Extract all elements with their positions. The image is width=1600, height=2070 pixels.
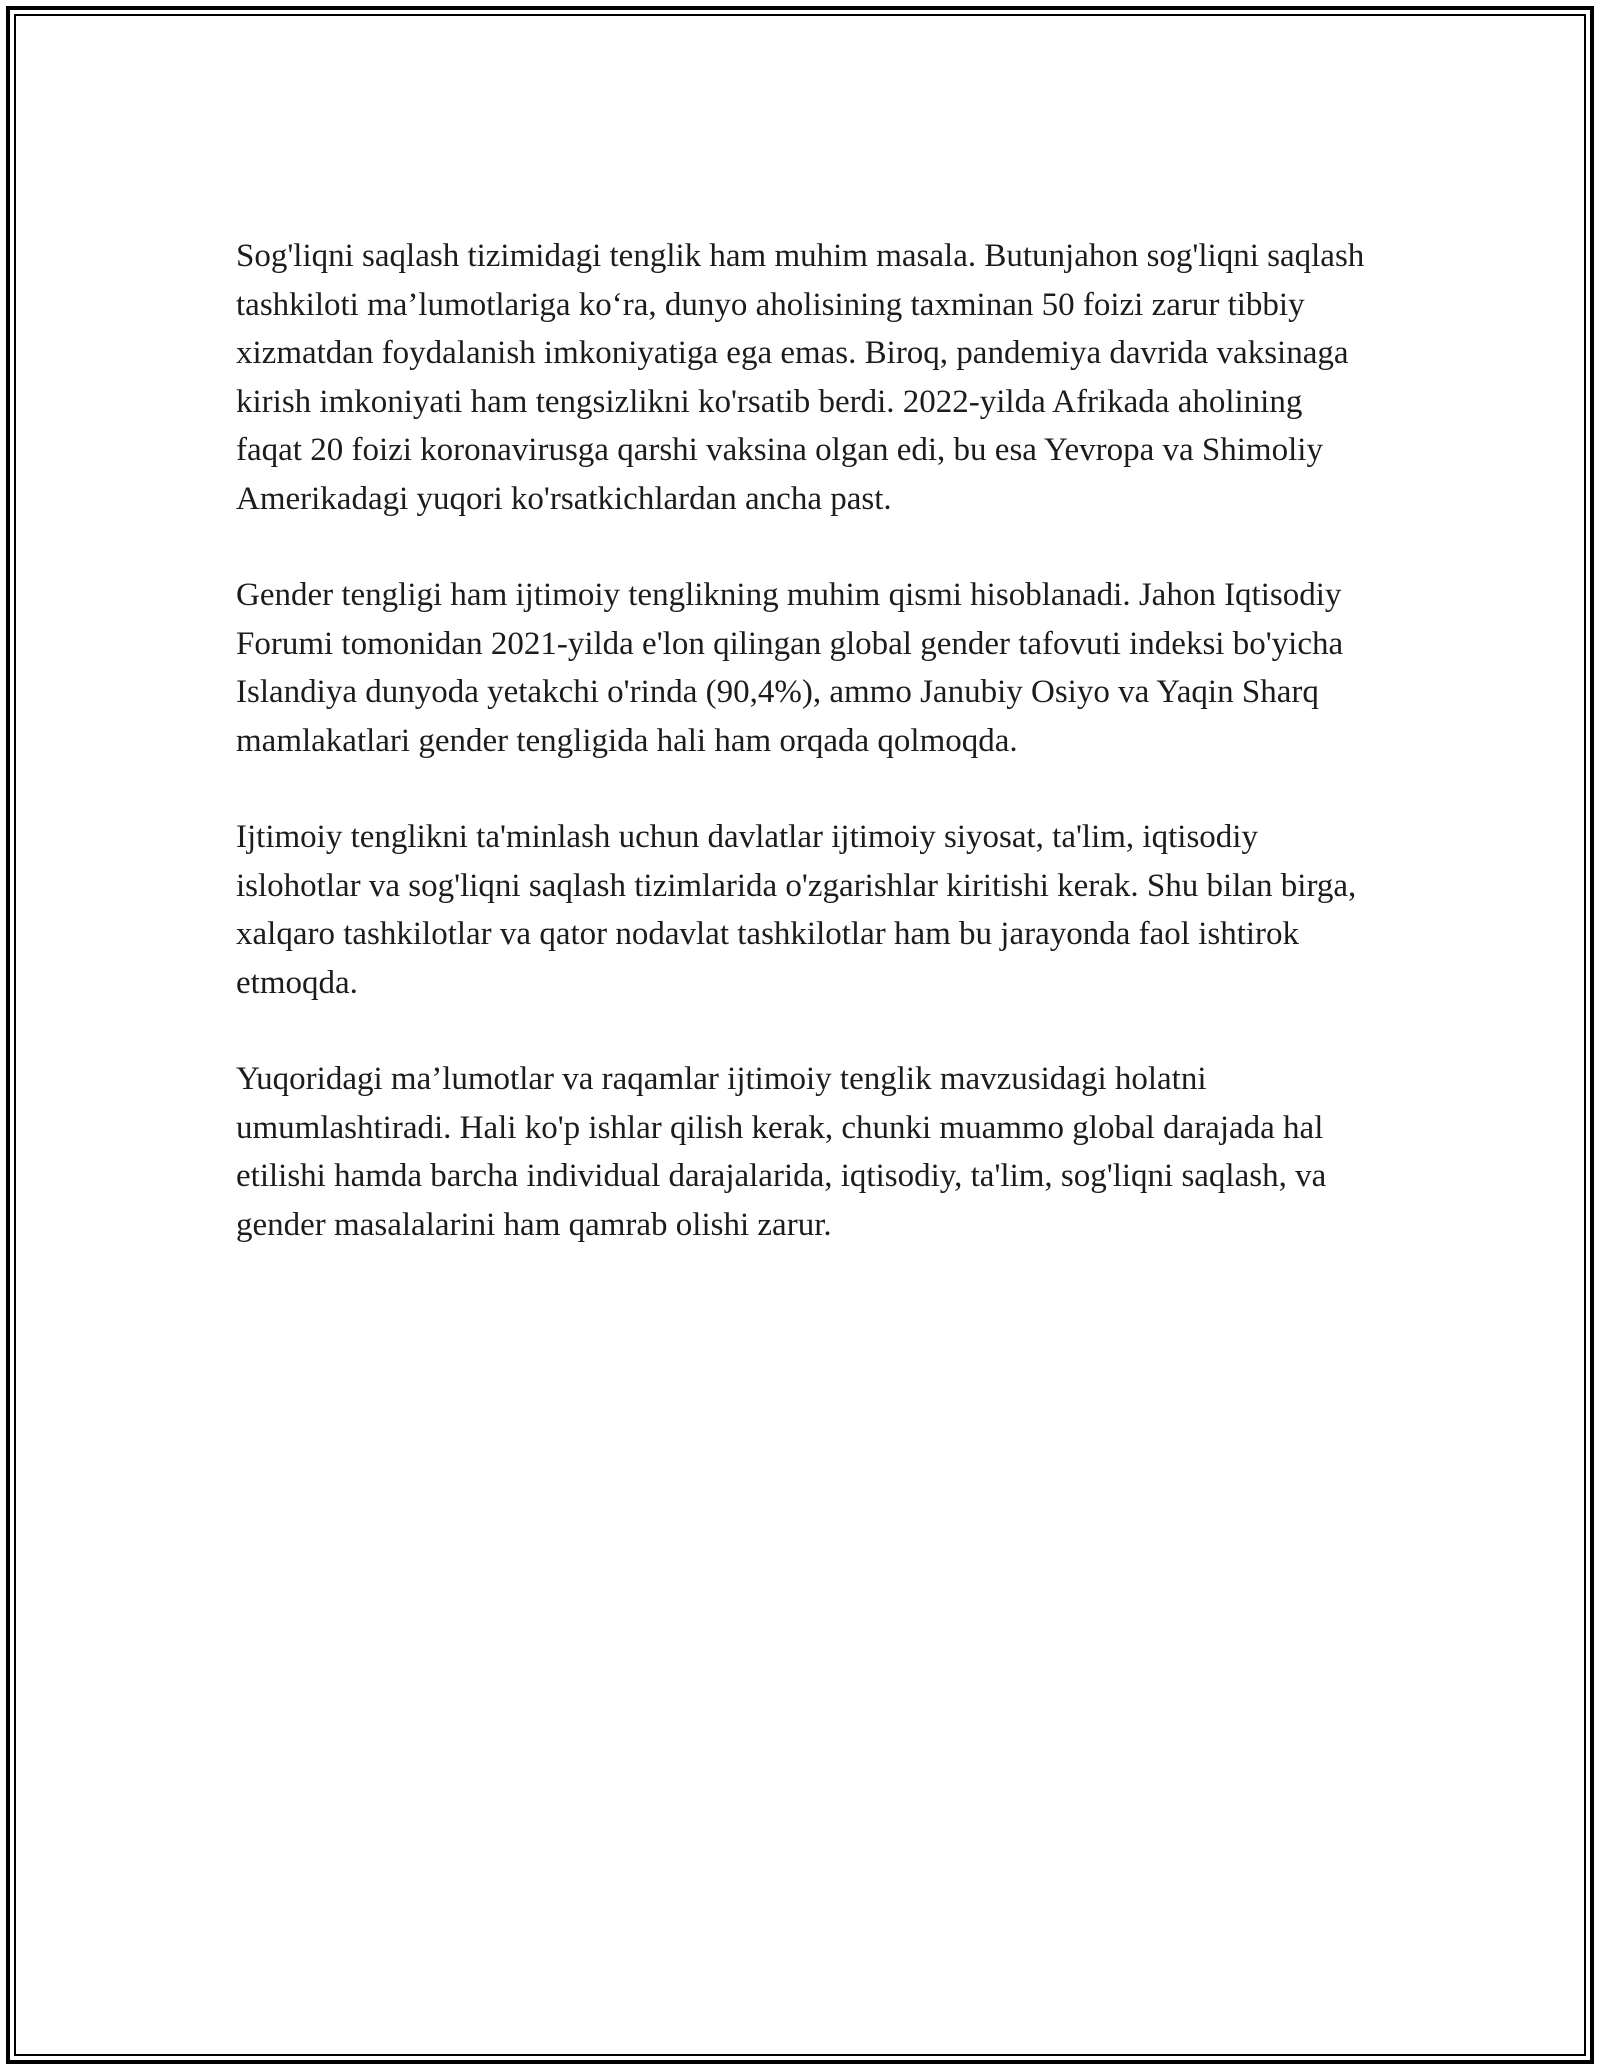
paragraph-conclusion: Yuqoridagi ma’lumotlar va raqamlar ijtimoiy tenglik mavzusidagi holatni umumlashtiradi. Hali ko'p ishlar qilish kerak, chunki muammo global darajada hal etilishi hamda barcha individual darajalarida, iqtisodiy, ta'lim, sog'liqni saqlash, va gender masalalarini ham qamrab olishi zarur. <box>236 1061 1327 1243</box>
paragraph-healthcare-equality: Sog'liqni saqlash tizimidagi tenglik ham muhim masala. Butunjahon sog'liqni saqlash tashkiloti ma’lumotlariga ko‘ra, dunyo aholisining taxminan 50 foizi zarur tibbiy xizmatdan foydalanish imkoniyatiga ega emas. Biroq, pandemiya davrida vaksinaga kirish imkoniyati ham tengsizlikni ko'rsatib berdi. 2022-yilda Afrikada aholining faqat 20 foizi koronavirusga qarshi vaksina olgan edi, bu esa Yevropa va Shimoliy Amerikadagi yuqori ko'rsatkichlardan ancha past. <box>236 238 1365 517</box>
paragraph-state-measures: Ijtimoiy tenglikni ta'minlash uchun davlatlar ijtimoiy siyosat, ta'lim, iqtisodiy islohotlar va sog'liqni saqlash tizimlarida o'zgarishlar kiritishi kerak. Shu bilan birga, xalqaro tashkilotlar va qator nodavlat tashkilotlar ham bu jarayonda faol ishtirok etmoqda. <box>236 819 1357 1001</box>
document-body <box>236 232 1366 1297</box>
paragraph-gender-equality: Gender tengligi ham ijtimoiy tenglikning muhim qismi hisoblanadi. Jahon Iqtisodiy Forumi tomonidan 2021-yilda e'lon qilingan global gender tafovuti indeksi bo'yicha Islandiya dunyoda yetakchi o'rinda (90,4%), ammo Janubiy Osiyo va Yaqin Sharq mamlakatlari gender tengligida hali ham orqada qolmoqda. <box>236 577 1344 759</box>
